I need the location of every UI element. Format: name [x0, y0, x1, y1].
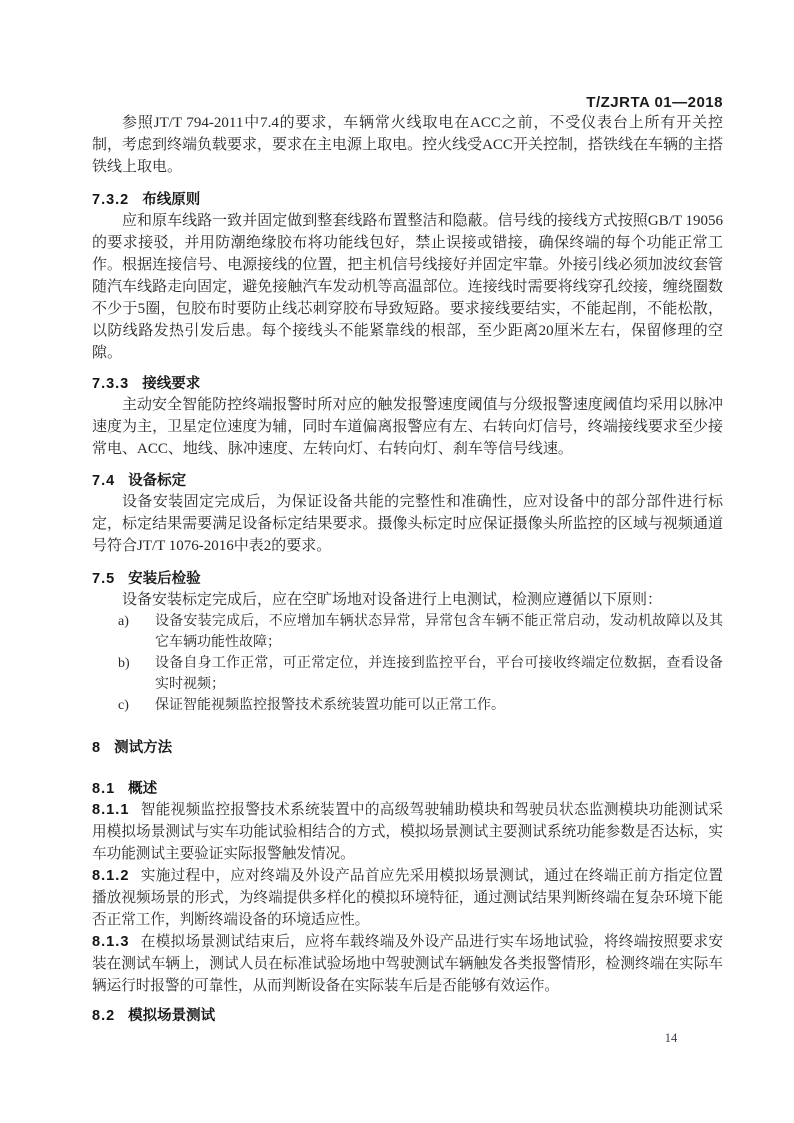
paragraph-post-install-check-intro: 设备安装标定完成后，应在空旷场地对设备进行上电测试，检测应遵循以下原则： [122, 592, 663, 608]
paragraph-device-calibration: 设备安装固定完成后，为保证设备共能的完整性和准确性，应对设备中的部分部件进行标定，标定结果需要满足设备标定结果要求。摄像头标定时应保证摄像头所监控的区域与视频通道号符合JT/T 1076-2016中表2的要求。 [92, 494, 723, 554]
heading-7-4 [92, 471, 723, 491]
list-item-text: 保证智能视频监控报警技术系统装置功能可以正常工作。 [155, 698, 505, 713]
heading-number: 8.1 [92, 781, 116, 797]
list-item [92, 653, 723, 695]
heading-7-5 [92, 569, 723, 589]
clause-number: 8.1.2 [92, 868, 130, 884]
heading-number: 7.5 [92, 571, 116, 587]
clause-8-1-3 [92, 931, 723, 997]
document-code-header: T/ZJRTA 01—2018 [586, 94, 723, 111]
heading-number: 8 [92, 740, 102, 756]
heading-title: 测试方法 [114, 740, 173, 756]
heading-number: 7.3.2 [92, 192, 130, 208]
clause-8-1-1 [92, 799, 723, 865]
heading-title: 概述 [128, 781, 158, 797]
clause-text: 实施过程中，应对终端及外设产品首应先采用模拟场景测试，通过在终端正前方指定位置播放视频场景的形式，为终端提供多样化的模拟环境特征，通过测试结果判断终端在复杂环境下能否正常工作，判断终端设备的环境适应性。 [92, 868, 723, 928]
list-item-text: 设备安装完成后，不应增加车辆状态异常，异常包含车辆不能正常启动，发动机故障以及其它车辆功能性故障； [155, 614, 723, 650]
clause-text: 在模拟场景测试结束后，应将车载终端及外设产品进行实车场地试验，将终端按照要求安装在测试车辆上，测试人员在标准试验场地中驾驶测试车辆触发各类报警情形，检测终端在实际车辆运行时报警的可靠性，从而判断设备在实际装车后是否能够有效运作。 [92, 934, 723, 994]
list-item [92, 611, 723, 653]
heading-title: 布线原则 [142, 192, 201, 208]
heading-title: 模拟场景测试 [128, 1008, 216, 1024]
heading-title: 设备标定 [128, 473, 187, 489]
heading-8 [92, 738, 723, 758]
clause-8-1-2 [92, 865, 723, 931]
heading-8-1 [92, 779, 723, 799]
heading-8-2 [92, 1006, 723, 1026]
list-marker: b) [118, 656, 130, 671]
clause-number: 8.1.1 [92, 802, 130, 818]
heading-number: 8.2 [92, 1008, 116, 1024]
heading-number: 7.4 [92, 473, 116, 489]
page-content [92, 94, 723, 1026]
heading-number: 7.3.3 [92, 376, 130, 392]
list-marker: a) [118, 614, 129, 629]
post-install-check-list [92, 611, 723, 716]
heading-title: 接线要求 [142, 376, 201, 392]
heading-7-3-2 [92, 190, 723, 210]
paragraph-power-requirements: 参照JT/T 794-2011中7.4的要求，车辆常火线取电在ACC之前，不受仪表台上所有开关控制，考虑到终端负载要求，要求在主电源上取电。控火线受ACC开关控制，搭铁线在车辆的主搭铁线上取电。 [92, 115, 723, 175]
page-number: 14 [664, 1031, 678, 1045]
clause-number: 8.1.3 [92, 934, 130, 950]
paragraph-wiring-principles: 应和原车线路一致并固定做到整套线路布置整洁和隐蔽。信号线的接线方式按照GB/T 19056的要求接驳，并用防潮绝缘胶布将功能线包好，禁止误接或错接，确保终端的每个功能正常工作。根据连接信号、电源接线的位置，把主机信号线接好并固定牢靠。外接引线必须加波纹套管随汽车线路走向固定，避免接触汽车发动机等高温部位。连接线时需要将线穿孔绞接，缠绕圈数不少于5圈，包胶布时要防止线芯刺穿胶布导致短路。要求接线要结实，不能起削，不能松散，以防线路发热引发后患。每个接线头不能紧靠线的根部，至少距离20厘米左右，保留修理的空隙。 [92, 213, 723, 361]
clause-text: 智能视频监控报警技术系统装置中的高级驾驶辅助模块和驾驶员状态监测模块功能测试采用模拟场景测试与实车功能试验相结合的方式，模拟场景测试主要测试系统功能参数是否达标，实车功能测试主要验证实际报警触发情况。 [92, 802, 723, 862]
list-item [92, 695, 723, 716]
list-marker: c) [118, 698, 129, 713]
paragraph-wiring-requirements: 主动安全智能防控终端报警时所对应的触发报警速度阈值与分级报警速度阈值均采用以脉冲速度为主，卫星定位速度为辅，同时车道偏离报警应有左、右转向灯信号，终端接线要求至少接常电、ACC、地线、脉冲速度、左转向灯、右转向灯、刹车等信号线速。 [92, 397, 723, 457]
heading-7-3-3 [92, 374, 723, 394]
list-item-text: 设备自身工作正常，可正常定位，并连接到监控平台，平台可接收终端定位数据，查看设备实时视频； [155, 656, 723, 692]
heading-title: 安装后检验 [128, 571, 201, 587]
